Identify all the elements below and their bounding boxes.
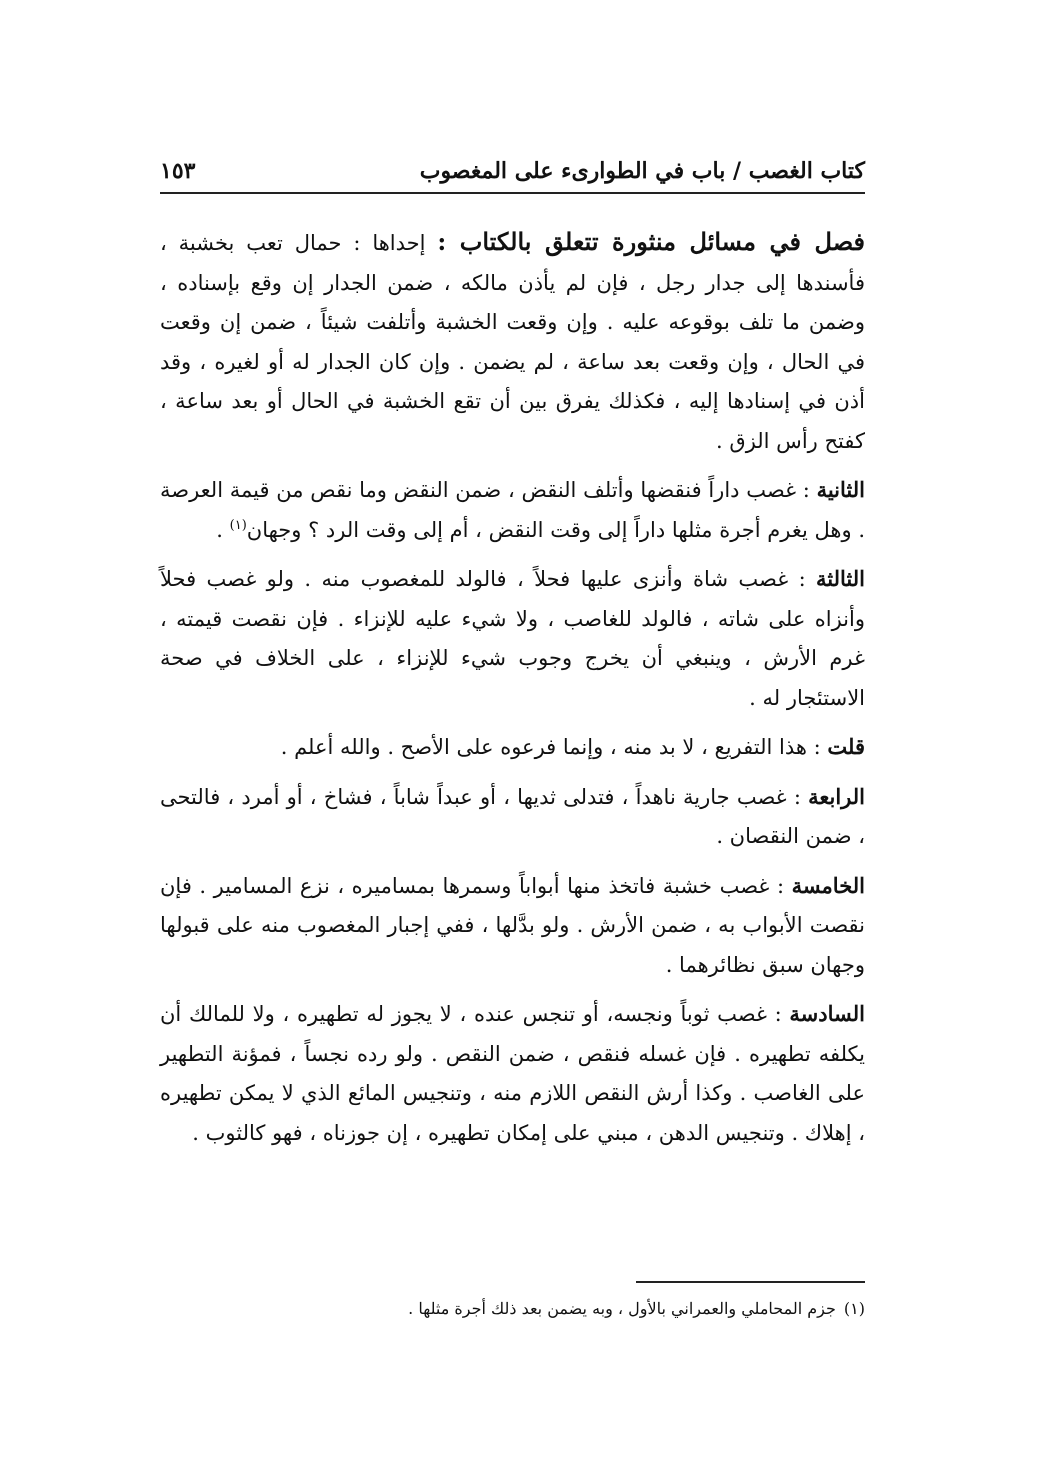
issue-label: الخامسة [791,872,865,898]
paragraph-text: : غصب جارية ناهداً ، فتدلى ثديها ، أو عبداً شاباً ، فشاخ ، أو أمرد ، فالتحى ، ضمن النقصان . [160,784,865,848]
paragraph-text: : هذا التفريع ، لا بد منه ، وإنما فرعوه على الأصح . والله أعلم . [280,735,828,759]
issue-label: الرابعة [808,783,865,809]
running-title: كتاب الغصب / باب في الطوارىء على المغصوب [419,158,865,184]
note-label: قلت [827,734,865,759]
footnote [160,1296,865,1322]
footnote-text: جزم المحاملي والعمراني بالأول ، وبه يضمن بعد ذلك أجرة مثلها . [408,1299,836,1318]
paragraph-fifth-issue [160,866,865,986]
paragraph-text: إحداها : حمال تعب بخشبة ، فأسندها إلى جدار رجل ، فإن لم يأذن مالكه ، ضمن الجدار إن وقع بإسناده ، وضمن ما تلف بوقوعه عليه . وإن وقعت الخشبة وأتلفت شيئاً ، ضمن إن وقعت في الحال ، وإن وقعت بعد ساعة ، لم يضمن . وإن كان الجدار له أو لغيره ، وقد أذن في إسنادها إليه ، فكذلك يفرق بين أن تقع الخشبة في الحال أو بعد ساعة ، كفتح رأس الزق . [160,231,865,453]
footnote-number: (١) [843,1299,865,1318]
paragraph-section-heading [160,222,865,461]
paragraph-text: : غصب شاة وأنزى عليها فحلاً ، فالولد للمغصوب منه . ولو غصب فحلاً وأنزاه على شاته ، فالولد للغاصب ، ولا شيء عليه للإنزاء . فإن نقصت قيمته ، غرم الأرش ، وينبغي أن يخرج وجوب شيء للإنزاء ، على الخلاف في صحة الاستئجار له . [160,567,865,710]
paragraph-text: : غصب خشبة فاتخذ منها أبواباً وسمرها بمساميره ، نزع المسامير . فإن نقصت الأبواب به ، ضمن الأرش . ولو بدَّلها ، ففي إجبار المغصوب منه على قبولها وجهان سبق نظائرهما . [160,873,865,977]
issue-label: الثانية [816,477,865,502]
paragraph-text: : غصب داراً فنقضها وأتلف النقض ، ضمن النقض وما نقص من قيمة العرصة . وهل يغرم أجرة مثلها داراً إلى وقت النقض ، أم إلى وقت الرد ؟ وجهان [160,478,865,542]
paragraph-second-issue [160,470,865,550]
section-heading: فصل في مسائل منثورة تتعلق بالكتاب : [437,227,865,256]
paragraph-third-issue [160,559,865,718]
paragraph-sixth-issue [160,994,865,1153]
running-header [160,150,865,192]
header-rule [160,192,865,194]
paragraph-text: : غصب ثوباً ونجسه، أو تنجس عنده ، لا يجوز له تطهيره ، ولا للمالك أن يكلفه تطهيره . فإن غسله فنقص ، ضمن النقص . ولو رده نجساً ، فمؤنة التطهير على الغاصب . وكذا أرش النقص اللازم منه ، وتنجيس المائع الذي لا يمكن تطهيره ، إهلاك . وتنجيس الدهن ، مبني على إمكان تطهيره ، إن جوزناه ، فهو كالثوب . [160,1002,865,1145]
footnote-rule [636,1281,865,1283]
paragraph-tail: . [216,517,230,542]
paragraph-note [160,727,865,768]
paragraph-fourth-issue [160,777,865,857]
issue-label: الثالثة [816,566,865,591]
footnote-reference[interactable]: (١) [229,517,247,533]
page-number: ١٥٣ [160,158,196,184]
issue-label: السادسة [789,1001,865,1026]
main-text [160,222,865,1162]
